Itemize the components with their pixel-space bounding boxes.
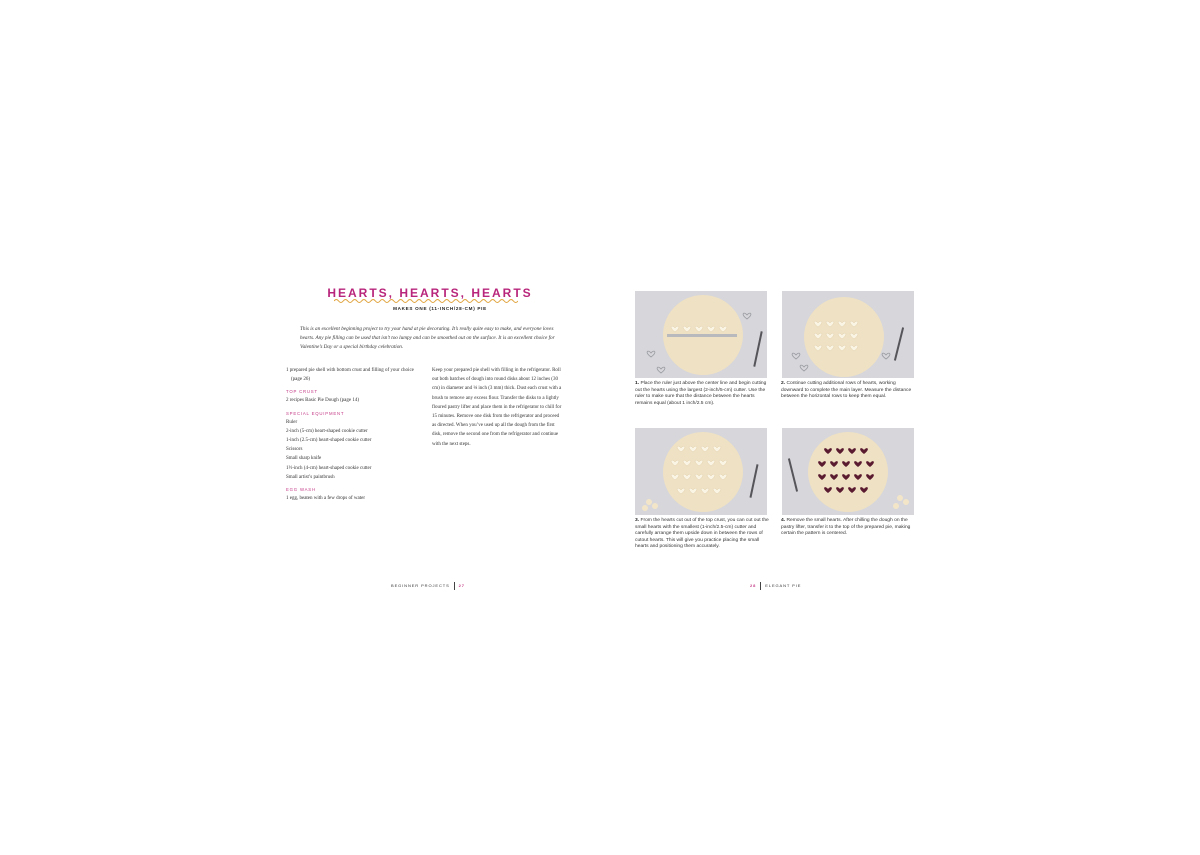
equipment-item: Small sharp knife bbox=[286, 456, 322, 462]
step-3-caption bbox=[635, 518, 769, 551]
step-text: Remove the small hearts. After chilling the dough on the pastry lifter, transfer it to the top of the prepared pie, making certain the pattern is centered. bbox=[781, 518, 911, 537]
equipment-item: 1-inch (2.5-cm) heart-shaped cookie cutter bbox=[286, 438, 372, 444]
step-number: 1. bbox=[635, 381, 640, 386]
step-number: 2. bbox=[781, 381, 786, 386]
step-1-photo bbox=[635, 291, 767, 378]
step-2-photo bbox=[782, 291, 914, 378]
ingredients-column bbox=[286, 366, 416, 503]
step-3-photo bbox=[635, 428, 767, 515]
recipe-intro: This is an excellent beginning project to try your hand at pie decorating. It’s really quite easy to make, and everyone loves hearts. Any pie filling can be used that isn’t too lumpy and can be smoothed out on the surface. It is an excellent choice for Valentine’s Day or a special birthday celebration. bbox=[300, 326, 555, 351]
ingredient-egg-wash: 1 egg, beaten with a few drops of water bbox=[286, 496, 365, 502]
equipment-item: Small artist’s paintbrush bbox=[286, 474, 335, 480]
step-number: 4. bbox=[781, 518, 786, 523]
right-page-footer bbox=[750, 582, 801, 590]
footer-section-name: ELEGANT PIE bbox=[765, 583, 802, 589]
equipment-item: Ruler bbox=[286, 419, 298, 425]
footer-divider bbox=[760, 582, 761, 590]
step-2-caption bbox=[781, 381, 915, 401]
ingredient-pie-shell: 1 prepared pie shell with bottom crust and filling of your choice (page 26) bbox=[286, 368, 414, 383]
left-page-footer bbox=[391, 582, 465, 590]
page-number: 28 bbox=[750, 583, 757, 589]
step-text: Place the ruler just above the center line and begin cutting out the hearts using the largest (2-inch/5-cm) cutter. Use the ruler to make sure that the distance between the hearts remains equal (about 1 inch/2.5 cm). bbox=[635, 381, 767, 406]
step-4-photo bbox=[782, 428, 914, 515]
equipment-item: 2-inch (5-cm) heart-shaped cookie cutter bbox=[286, 428, 368, 434]
egg-wash-label: EGG WASH bbox=[286, 487, 316, 493]
recipe-yield: MAKES ONE (11-INCH/28-CM) PIE bbox=[393, 306, 487, 311]
footer-section-name: BEGINNER PROJECTS bbox=[391, 583, 450, 589]
ingredient-top-crust: 2 recipes Basic Pie Dough (page 14) bbox=[286, 398, 360, 404]
recipe-title: HEARTS, HEARTS, HEARTS bbox=[327, 286, 533, 300]
top-crust-label: TOP CRUST bbox=[286, 389, 318, 395]
directions-text: Keep your prepared pie shell with filling in the refrigerator. Roll out both batches of dough into round disks about 12 inches (30 cm) in diameter and ⅛ inch (3 mm) thick. Dust each crust with a brush to remove any excess flour. Transfer the disks to a lightly floured pastry lifter and place them in the refrigerator to chill for 15 minutes. Remove one disk from the refrigerator and proceed as directed. When you’ve used up all the dough from the first disk, remove the second one from the refrigerator and continue with the next steps. bbox=[432, 368, 562, 447]
step-text: Continue cutting additional rows of hearts, working downward to complete the main layer. Measure the distance between the horizontal rows to keep them equal. bbox=[781, 381, 912, 400]
step-4-caption bbox=[781, 518, 915, 538]
step-number: 3. bbox=[635, 518, 640, 523]
equipment-label: SPECIAL EQUIPMENT bbox=[286, 410, 345, 416]
footer-divider bbox=[454, 582, 455, 590]
equipment-item: Scissors bbox=[286, 447, 303, 453]
equipment-item: 1½-inch (4-cm) heart-shaped cookie cutter bbox=[286, 465, 372, 471]
title-underline-decoration bbox=[334, 298, 518, 304]
step-1-caption bbox=[635, 381, 769, 407]
step-text: From the hearts cut out of the top crust, you can cut out the small hearts with the smallest (1-inch/2.5-cm) cutter and carefully arrange them upside down in between the rows of cutout hearts. This will give you practice placing the small hearts and positioning them accurately. bbox=[635, 518, 769, 550]
page-number: 27 bbox=[458, 583, 465, 589]
